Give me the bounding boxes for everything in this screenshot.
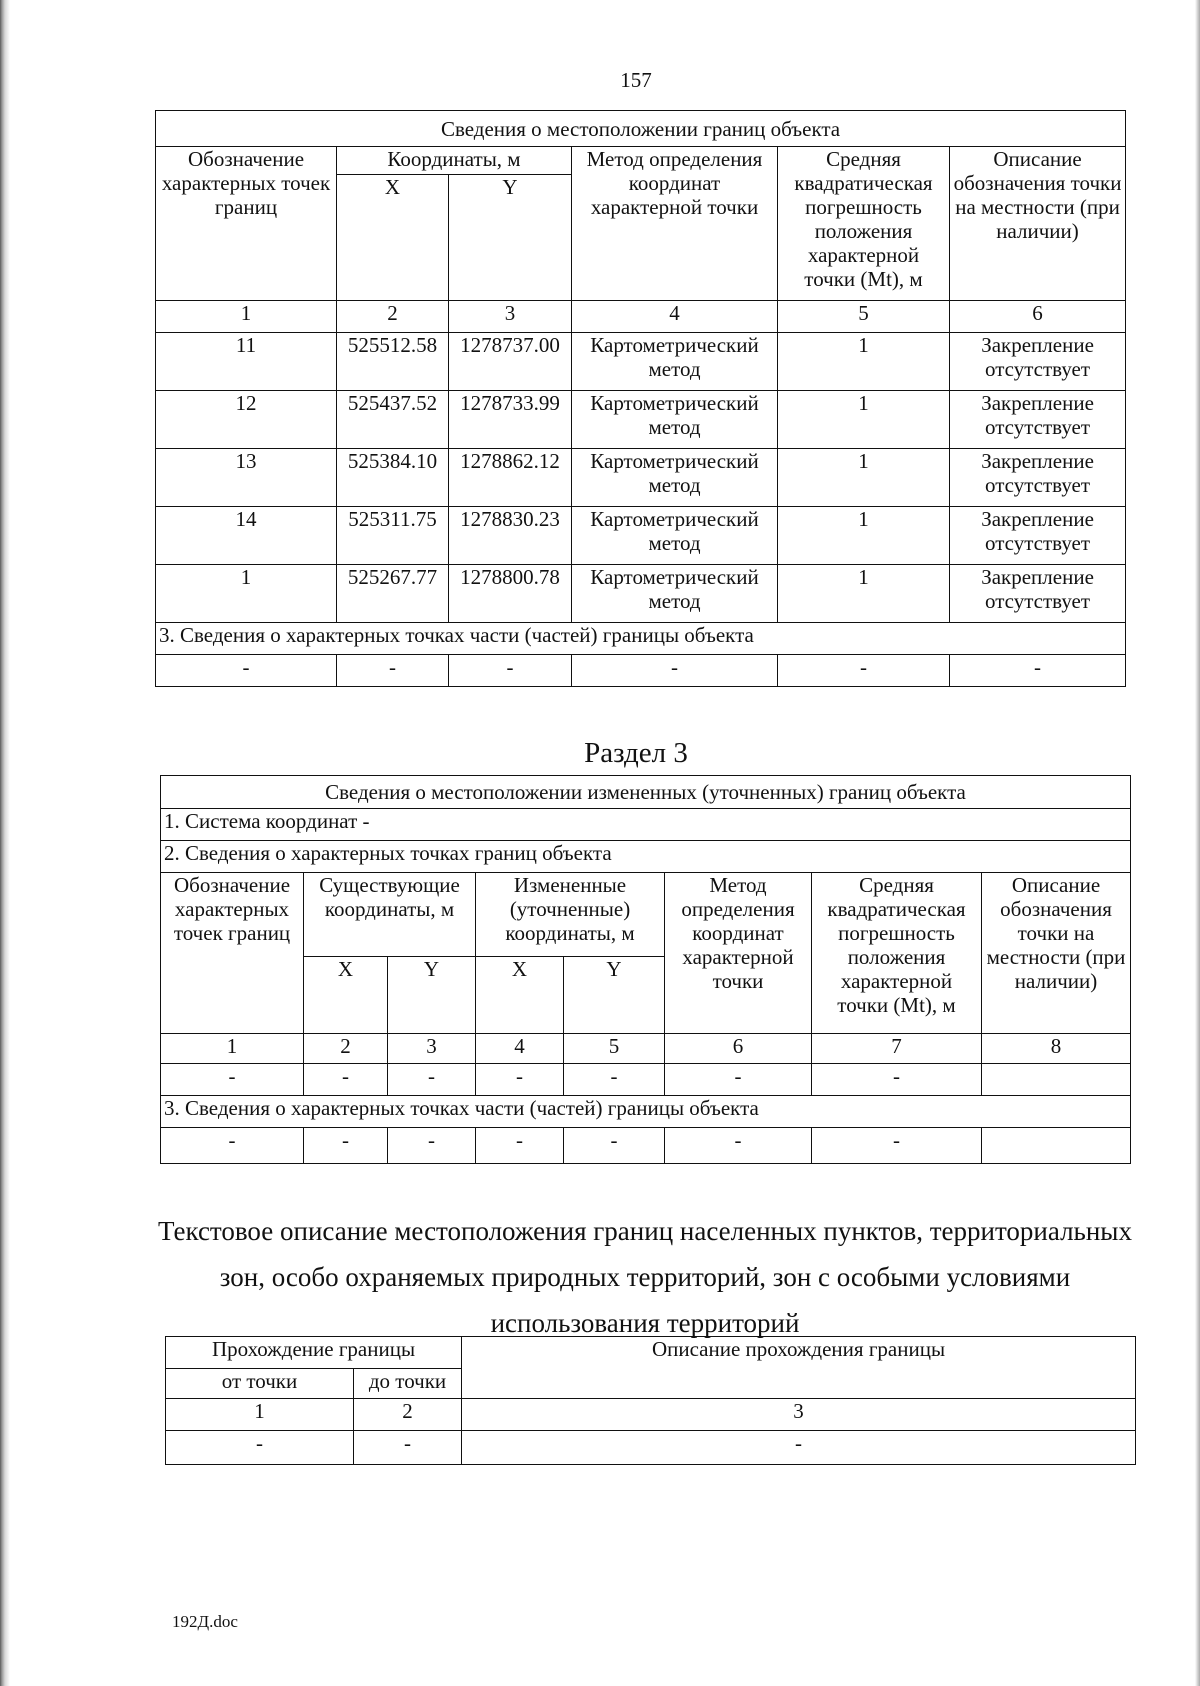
part-section-label: 3. Сведения о характерных точках части (частей) границы объекта bbox=[161, 1096, 1131, 1128]
dash-cell: - bbox=[462, 1431, 1136, 1465]
y-cell: 1278737.00 bbox=[449, 333, 572, 391]
header-y: Y bbox=[449, 175, 572, 301]
dash-cell: - bbox=[161, 1064, 304, 1096]
table-row bbox=[156, 449, 1126, 507]
boundary-location-table bbox=[155, 110, 1126, 687]
table-title: Сведения о местоположении границ объекта bbox=[156, 111, 1126, 147]
y-cell: 1278733.99 bbox=[449, 391, 572, 449]
column-number: 1 bbox=[156, 301, 337, 333]
method-cell: Картометрический метод bbox=[572, 333, 778, 391]
dash-cell: - bbox=[166, 1431, 354, 1465]
description-cell: Закрепление отсутствует bbox=[950, 565, 1126, 623]
table-row bbox=[156, 391, 1126, 449]
dash-cell: - bbox=[564, 1064, 665, 1096]
document-filename: 192Д.doc bbox=[172, 1612, 238, 1631]
table-row bbox=[156, 333, 1126, 391]
header-point: Обозначение характерных точек границ bbox=[161, 873, 304, 1034]
point-cell: 14 bbox=[156, 507, 337, 565]
column-number: 8 bbox=[982, 1034, 1131, 1064]
column-number: 3 bbox=[462, 1399, 1136, 1431]
dash-cell: - bbox=[354, 1431, 462, 1465]
header-point: Обозначение характерных точек границ bbox=[156, 147, 337, 301]
column-number: 3 bbox=[449, 301, 572, 333]
table-row bbox=[161, 1128, 1131, 1164]
dash-cell: - bbox=[304, 1128, 388, 1164]
table-row bbox=[156, 565, 1126, 623]
dash-cell bbox=[982, 1064, 1131, 1096]
header-to-point: до точки bbox=[354, 1369, 462, 1399]
dash-cell: - bbox=[812, 1064, 982, 1096]
header-x: X bbox=[337, 175, 449, 301]
column-number: 2 bbox=[337, 301, 449, 333]
page-number: 157 bbox=[620, 68, 652, 92]
header-y: Y bbox=[388, 957, 476, 1034]
error-cell: 1 bbox=[778, 333, 950, 391]
header-description: Описание обозначения точки на местности (при наличии) bbox=[982, 873, 1131, 1034]
x-cell: 525267.77 bbox=[337, 565, 449, 623]
header-method: Метод определения координат характерной точки bbox=[665, 873, 812, 1034]
header-coords: Координаты, м bbox=[337, 147, 572, 175]
header-x: X bbox=[304, 957, 388, 1034]
y-cell: 1278862.12 bbox=[449, 449, 572, 507]
dash-cell: - bbox=[156, 655, 337, 687]
scan-right-edge bbox=[1195, 0, 1200, 1686]
header-error: Средняя квадратическая погрешность положения характерной точки (Mt), м bbox=[778, 147, 950, 301]
column-number: 4 bbox=[476, 1034, 564, 1064]
dash-cell: - bbox=[476, 1128, 564, 1164]
points-section-label: 2. Сведения о характерных точках границ объекта bbox=[161, 841, 1131, 873]
dash-cell: - bbox=[572, 655, 778, 687]
header-changed-coords: Измененные (уточненные) координаты, м bbox=[476, 873, 665, 957]
dash-cell: - bbox=[564, 1128, 665, 1164]
x-cell: 525437.52 bbox=[337, 391, 449, 449]
dash-cell: - bbox=[388, 1128, 476, 1164]
column-number: 4 bbox=[572, 301, 778, 333]
header-from-point: от точки bbox=[166, 1369, 354, 1399]
boundary-passage-table bbox=[165, 1336, 1136, 1465]
method-cell: Картометрический метод bbox=[572, 449, 778, 507]
dash-cell bbox=[982, 1128, 1131, 1164]
scan-left-edge bbox=[0, 0, 10, 1686]
description-cell: Закрепление отсутствует bbox=[950, 507, 1126, 565]
description-cell: Закрепление отсутствует bbox=[950, 333, 1126, 391]
error-cell: 1 bbox=[778, 565, 950, 623]
table-row bbox=[156, 507, 1126, 565]
header-description: Описание обозначения точки на местности (при наличии) bbox=[950, 147, 1126, 301]
section-title: Раздел 3 bbox=[584, 737, 688, 769]
x-cell: 525512.58 bbox=[337, 333, 449, 391]
error-cell: 1 bbox=[778, 507, 950, 565]
y-cell: 1278830.23 bbox=[449, 507, 572, 565]
column-number: 2 bbox=[354, 1399, 462, 1431]
coordinate-system: 1. Система координат - bbox=[161, 809, 1131, 841]
method-cell: Картометрический метод bbox=[572, 565, 778, 623]
method-cell: Картометрический метод bbox=[572, 391, 778, 449]
table-title: Сведения о местоположении измененных (уточненных) границ объекта bbox=[161, 776, 1131, 809]
x-cell: 525384.10 bbox=[337, 449, 449, 507]
dash-cell: - bbox=[665, 1128, 812, 1164]
text-description-heading: Текстовое описание местоположения границ населенных пунктов, территориальных зон, особо охраняемых природных территорий, зон с особыми условиями использования территорий bbox=[158, 1216, 1132, 1338]
column-number: 3 bbox=[388, 1034, 476, 1064]
changed-boundaries-table bbox=[160, 775, 1131, 1164]
dash-cell: - bbox=[476, 1064, 564, 1096]
point-cell: 12 bbox=[156, 391, 337, 449]
point-cell: 1 bbox=[156, 565, 337, 623]
header-method: Метод определения координат характерной точки bbox=[572, 147, 778, 301]
column-number: 5 bbox=[778, 301, 950, 333]
dash-cell: - bbox=[449, 655, 572, 687]
x-cell: 525311.75 bbox=[337, 507, 449, 565]
column-number: 1 bbox=[166, 1399, 354, 1431]
table-row bbox=[161, 1064, 1131, 1096]
column-number: 6 bbox=[665, 1034, 812, 1064]
column-number: 2 bbox=[304, 1034, 388, 1064]
header-passage: Прохождение границы bbox=[166, 1337, 462, 1369]
header-y: Y bbox=[564, 957, 665, 1034]
header-existing-coords: Существующие координаты, м bbox=[304, 873, 476, 957]
dash-cell: - bbox=[950, 655, 1126, 687]
table-row bbox=[166, 1431, 1136, 1465]
part-section-label: 3. Сведения о характерных точках части (частей) границы объекта bbox=[156, 623, 1126, 655]
table-row bbox=[156, 655, 1126, 687]
error-cell: 1 bbox=[778, 449, 950, 507]
header-x: X bbox=[476, 957, 564, 1034]
dash-cell: - bbox=[388, 1064, 476, 1096]
dash-cell: - bbox=[665, 1064, 812, 1096]
method-cell: Картометрический метод bbox=[572, 507, 778, 565]
point-cell: 11 bbox=[156, 333, 337, 391]
y-cell: 1278800.78 bbox=[449, 565, 572, 623]
column-number: 1 bbox=[161, 1034, 304, 1064]
header-error: Средняя квадратическая погрешность положения характерной точки (Mt), м bbox=[812, 873, 982, 1034]
dash-cell: - bbox=[778, 655, 950, 687]
error-cell: 1 bbox=[778, 391, 950, 449]
column-number: 6 bbox=[950, 301, 1126, 333]
dash-cell: - bbox=[161, 1128, 304, 1164]
description-cell: Закрепление отсутствует bbox=[950, 449, 1126, 507]
column-number: 7 bbox=[812, 1034, 982, 1064]
description-cell: Закрепление отсутствует bbox=[950, 391, 1126, 449]
column-number: 5 bbox=[564, 1034, 665, 1064]
dash-cell: - bbox=[812, 1128, 982, 1164]
dash-cell: - bbox=[304, 1064, 388, 1096]
dash-cell: - bbox=[337, 655, 449, 687]
point-cell: 13 bbox=[156, 449, 337, 507]
header-passage-description: Описание прохождения границы bbox=[462, 1337, 1136, 1399]
